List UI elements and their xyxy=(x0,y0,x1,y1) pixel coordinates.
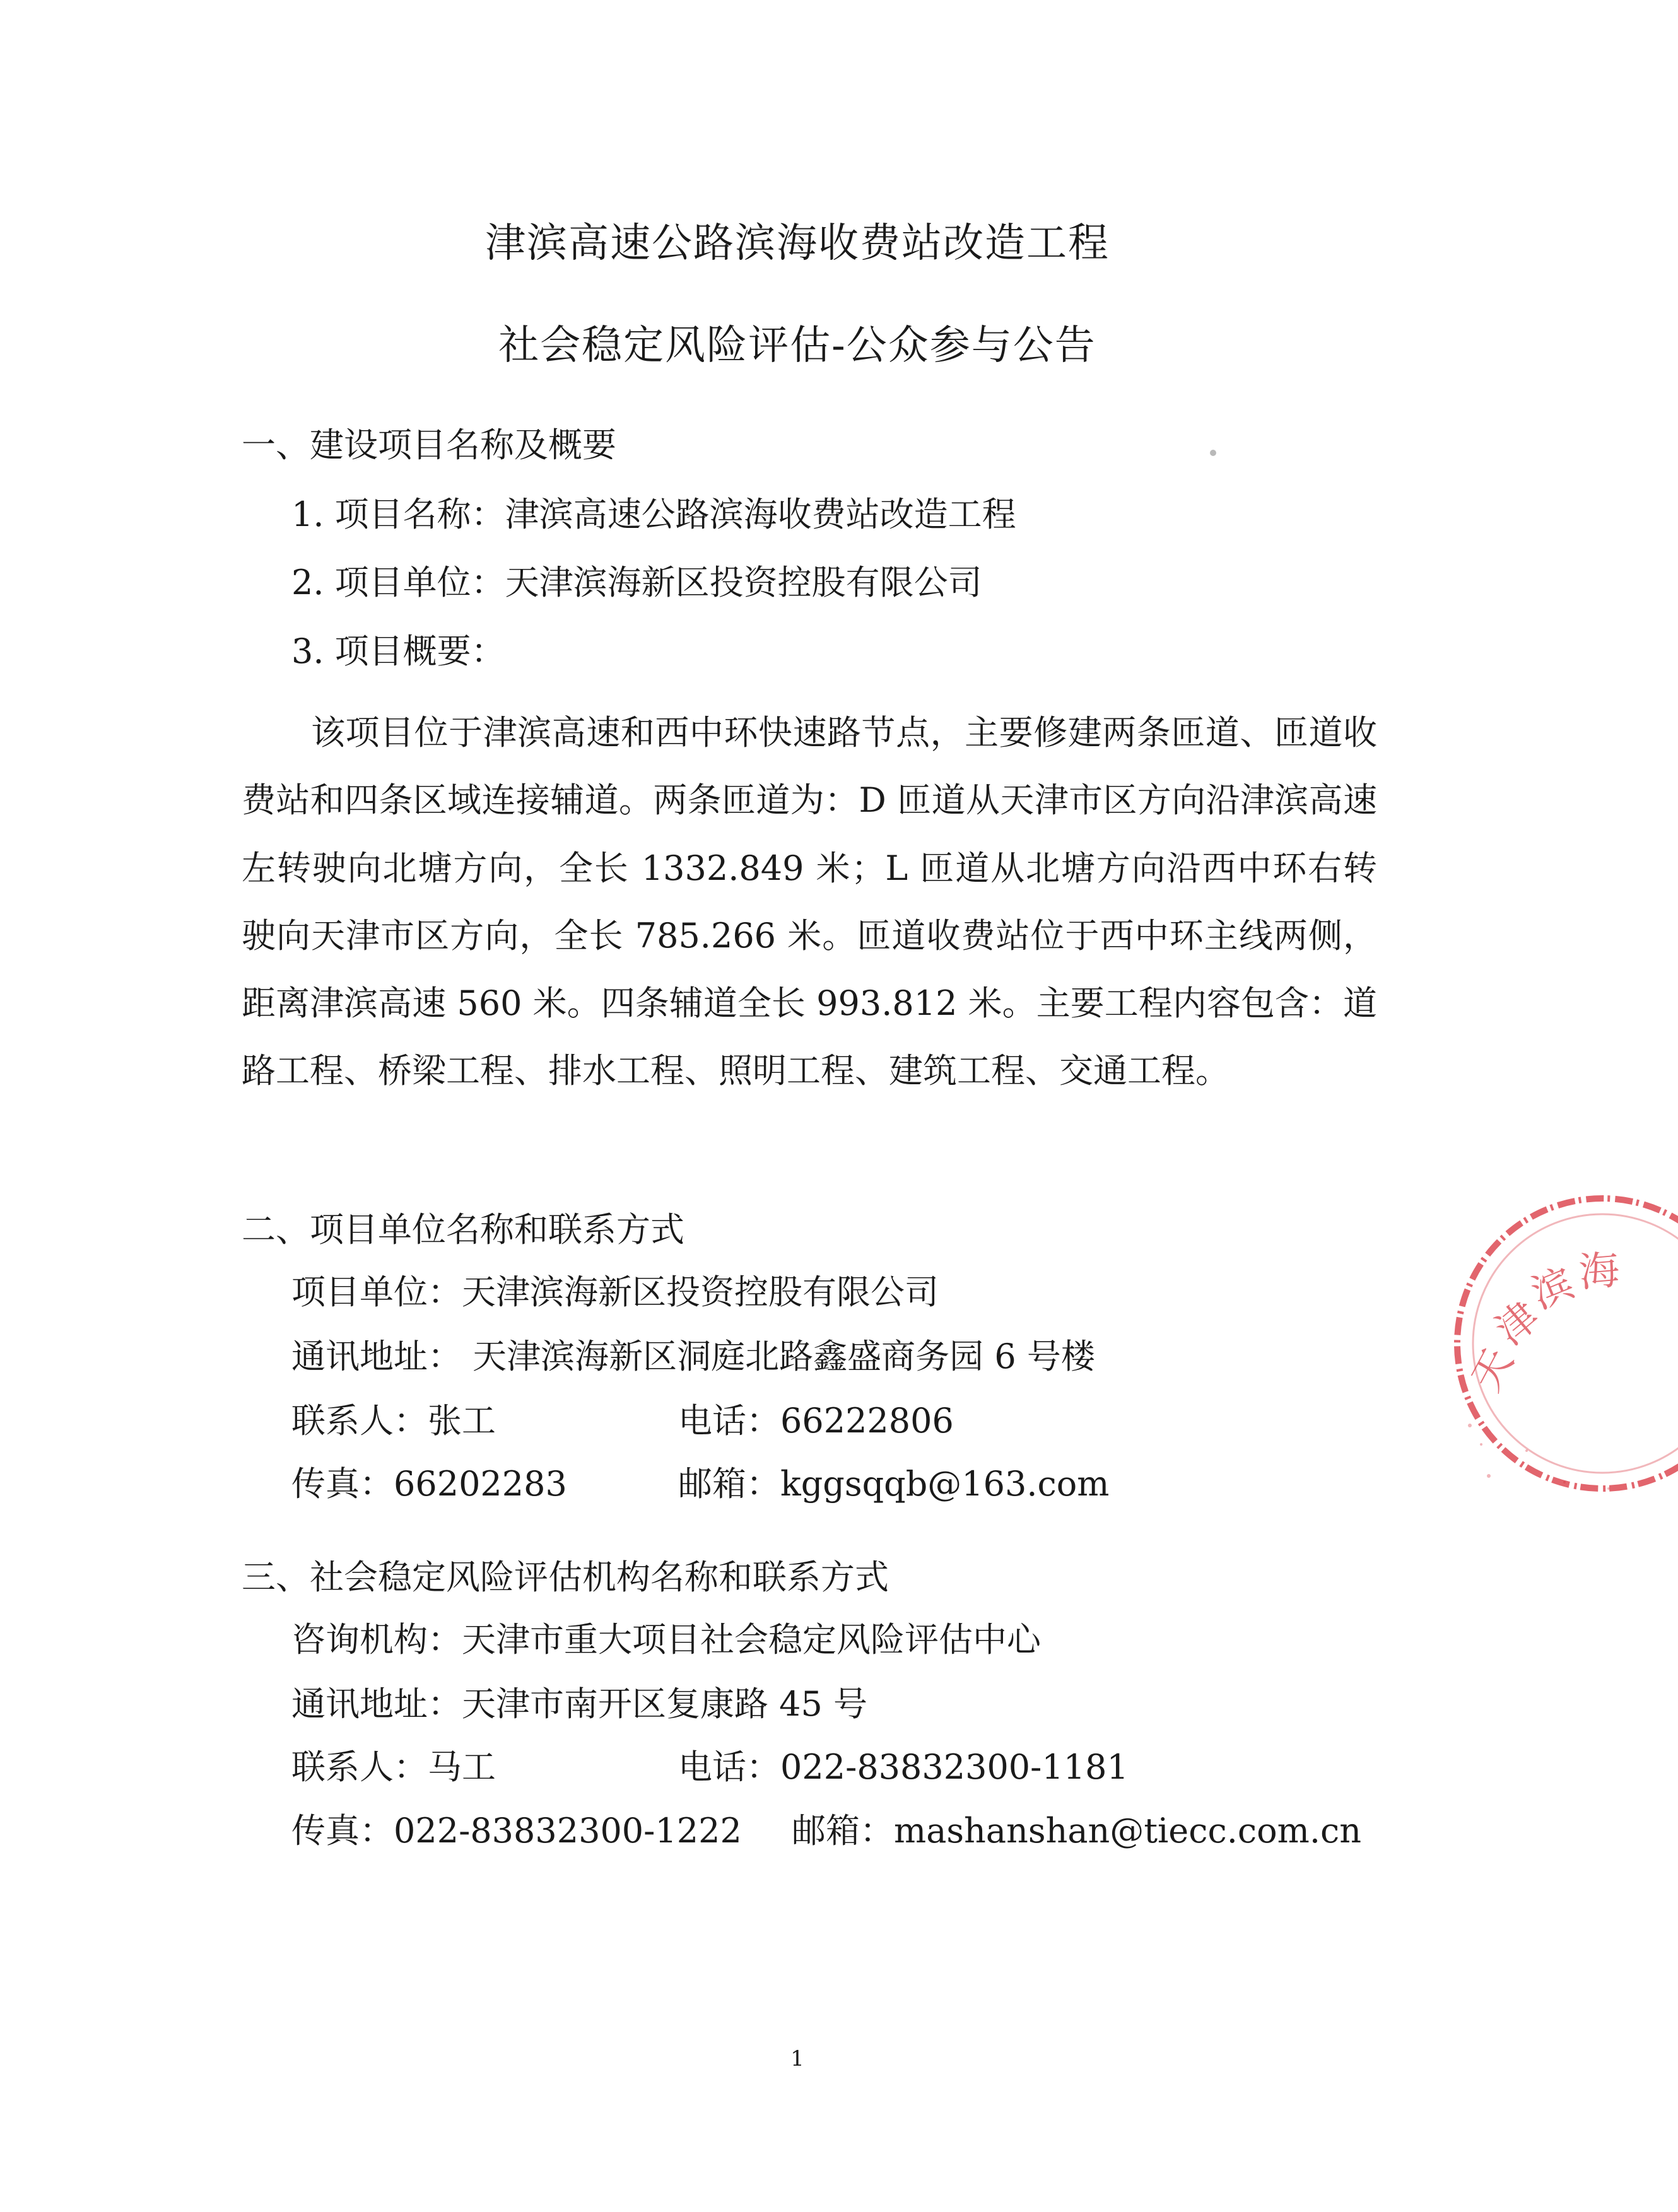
unit-fax: 传真：66202283 xyxy=(291,1464,567,1504)
unit-name-line: 项目单位：天津滨海新区投资控股有限公司 xyxy=(291,1272,939,1312)
svg-text:天: 天 xyxy=(1462,1341,1523,1399)
svg-text:津: 津 xyxy=(1487,1292,1549,1355)
document-title-line1: 津滨高速公路滨海收费站改造工程 xyxy=(485,220,1110,267)
svg-text:海: 海 xyxy=(1576,1246,1622,1297)
page-number: 1 xyxy=(790,2046,804,2071)
unit-email: 邮箱：kggsqqb@163.com xyxy=(678,1464,1110,1504)
agency-address-line: 通讯地址：天津市南开区复康路 45 号 xyxy=(291,1684,868,1724)
unit-contact-person: 联系人：张工 xyxy=(291,1401,496,1441)
section2-heading: 二、项目单位名称和联系方式 xyxy=(242,1210,684,1249)
project-unit-line: 2. 项目单位：天津滨海新区投资控股有限公司 xyxy=(291,563,982,602)
agency-phone: 电话：022-83832300-1181 xyxy=(678,1747,1129,1787)
scan-speck xyxy=(1210,450,1216,456)
project-summary-paragraph: 该项目位于津滨高速和西中环快速路节点，主要修建两条匝道、匝道收费站和四条区域连接辅道。两条匝道为：D 匝道从天津市区方向沿津滨高速左转驶向北塘方向，全长 1332.849 米；L 匝道从北塘方向沿西中环右转驶向天津市区方向，全长 785.266 米。匝道收费站位于西中环主线两侧，距离津滨高速 560 米。四条辅道全长 993.812 米。主要工程内容包含：道路工程、桥梁工程、排水工程、照明工程、建筑工程、交通工程。 xyxy=(242,713,1377,1091)
document-title-line2: 社会稳定风险评估-公众参与公告 xyxy=(498,322,1096,369)
agency-fax: 传真：022-83832300-1222 xyxy=(291,1811,742,1851)
agency-email: 邮箱：mashanshan@tiecc.com.cn xyxy=(792,1811,1362,1851)
agency-contact-person: 联系人：马工 xyxy=(291,1747,496,1787)
unit-address-line: 通讯地址： 天津滨海新区洞庭北路鑫盛商务园 6 号楼 xyxy=(291,1337,1095,1376)
svg-text:滨: 滨 xyxy=(1525,1260,1581,1318)
project-summary-label: 3. 项目概要： xyxy=(291,631,505,671)
company-seal-stamp xyxy=(1451,1186,1678,1514)
section3-heading: 三、社会稳定风险评估机构名称和联系方式 xyxy=(242,1557,889,1597)
section1-heading: 一、建设项目名称及概要 xyxy=(242,425,616,465)
unit-phone: 电话：66222806 xyxy=(678,1401,954,1441)
agency-name-line: 咨询机构：天津市重大项目社会稳定风险评估中心 xyxy=(291,1620,1041,1659)
project-name-line: 1. 项目名称：津滨高速公路滨海收费站改造工程 xyxy=(291,494,1016,534)
